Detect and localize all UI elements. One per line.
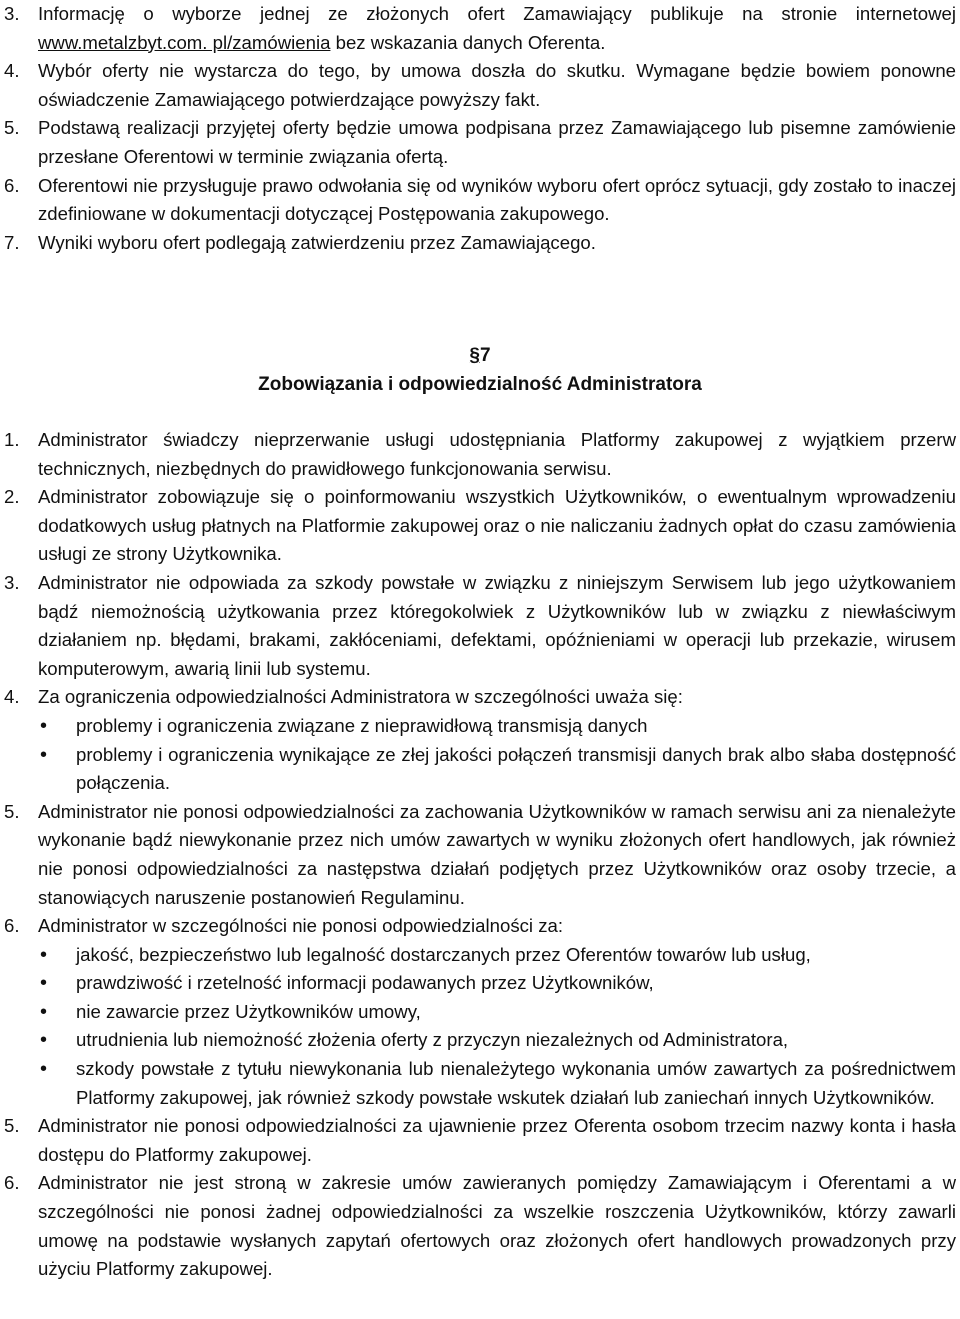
list-item <box>0 229 960 258</box>
list-item <box>0 798 960 912</box>
section-heading <box>0 342 960 399</box>
bullet-item: • prawdziwość i rzetelność informacji podawanych przez Użytkowników, <box>38 969 956 998</box>
item-text: Oferentowi nie przysługuje prawo odwołania się od wyników wyboru ofert oprócz sytuacji, gdy zostało to inaczej zdefiniowane w dokumentacji dotyczącej Postępowania zakupowego. <box>38 174 956 225</box>
section-number: §7 <box>469 345 491 366</box>
list-item <box>0 1169 960 1283</box>
item-text: Administrator nie ponosi odpowiedzialności za ujawnienie przez Oferenta osobom trzecim nazwy konta i hasła dostępu do Platformy zakupowej. <box>38 1115 956 1165</box>
list-item <box>0 483 960 569</box>
list-item <box>0 569 960 683</box>
website-link[interactable]: www.metalzbyt.com. pl/zamówienia <box>38 31 331 53</box>
bullet-item: • jakość, bezpieczeństwo lub legalność dostarczanych przez Oferentów towarów lub usług, <box>38 941 956 970</box>
item-text: Wybór oferty nie wystarcza do tego, by umowa doszła do skutku. Wymagane będzie bowiem ponowne oświadczenie Zamawiającego potwierdzające powyższy fakt. <box>38 60 956 110</box>
list-item <box>0 1112 960 1169</box>
previous-section-items <box>0 0 960 257</box>
bullet-item: • szkody powstałe z tytułu niewykonania lub nienależytego wykonania umów zawartych za pośrednictwem Platformy zakupowej, jak również szkody powstałe wskutek działań lub zaniechań innych Użytkowników. <box>38 1055 956 1112</box>
item-number: 6. <box>4 1172 20 1194</box>
list-item <box>0 912 960 1112</box>
paragraph-symbol: § <box>469 345 480 366</box>
item-number: 5. <box>4 1115 20 1137</box>
item-number: 5. <box>4 800 20 822</box>
bullet-item: • problemy i ograniczenia związane z nieprawidłową transmisją danych <box>38 712 956 741</box>
item-text: Wyniki wyboru ofert podlegają zatwierdzeniu przez Zamawiającego. <box>38 231 596 253</box>
item-number: 6. <box>4 915 20 937</box>
list-item <box>0 172 960 229</box>
item-number: 3. <box>4 3 20 24</box>
list-item <box>0 426 960 483</box>
list-item <box>0 0 960 57</box>
item-number: 4. <box>4 686 20 708</box>
item-number: 7. <box>4 231 20 253</box>
list-item <box>0 57 960 114</box>
list-item <box>0 683 960 797</box>
bullet-item: • nie zawarcie przez Użytkowników umowy, <box>38 998 956 1027</box>
section-items <box>0 426 960 1284</box>
item-text: Administrator świadczy nieprzerwanie usługi udostępniania Platformy zakupowej z wyjątkiem przerw technicznych, niezbędnych do prawidłowego funkcjonowania serwisu. <box>38 429 956 479</box>
item-text: Administrator nie odpowiada za szkody powstałe w związku z niniejszym Serwisem lub jego użytkowaniem bądź niemożnością użytkowania przez któregokolwiek z Użytkowników lub w związku z niewłaściwym działaniem np. błędami, brakami, zakłóceniami, defektami, opóźnieniami w operacji lub przekazie, wirusem komputerowym, awarią linii lub systemu. <box>38 571 956 679</box>
item-number: 1. <box>4 429 20 450</box>
item-number: 2. <box>4 486 20 508</box>
item-number: 6. <box>4 174 20 196</box>
item-text: Administrator nie ponosi odpowiedzialności za zachowania Użytkowników w ramach serwisu ani za nienależyte wykonanie bądź niewykonanie przez nich umów zawartych w wyniku złożonych ofert handlowych, jak również nie ponosi odpowiedzialności za następstwa działań podjętych przez Użytkowników oraz osoby trzecie, a stanowiących naruszenie postanowień Regulaminu. <box>38 800 956 908</box>
item-text: Administrator w szczególności nie ponosi odpowiedzialności za: <box>38 915 564 937</box>
item-number: 4. <box>4 60 20 82</box>
item-text: Administrator zobowiązuje się o poinformowaniu wszystkich Użytkowników, o ewentualnym wprowadzeniu dodatkowych usług płatnych na Platformie zakupowej oraz o nie naliczaniu żadnych opłat do czasu zamówienia usługi ze strony Użytkownika. <box>38 486 956 565</box>
item-number: 5. <box>4 117 20 139</box>
item-number: 3. <box>4 571 20 593</box>
item-text: Podstawą realizacji przyjętej oferty będzie umowa podpisana przez Zamawiającego lub pisemne zamówienie przesłane Oferentowi w terminie związania ofertą. <box>38 117 956 167</box>
section-items-list <box>0 426 960 1284</box>
bullet-item: • utrudnienia lub niemożność złożenia oferty z przyczyn niezależnych od Administratora, <box>38 1026 956 1055</box>
item-text: Za ograniczenia odpowiedzialności Administratora w szczególności uważa się: <box>38 686 683 708</box>
previous-items-list <box>0 0 960 257</box>
item-text: bez wskazania danych Oferenta. <box>330 31 606 53</box>
item-text: Administrator nie jest stroną w zakresie umów zawieranych pomiędzy Zamawiającym i Oferentami a w szczególności nie ponosi żadnej odpowiedzialności za wszelkie roszczenia Użytkowników, którzy zawarli umowę na podstawie wysłanych zapytań ofertowych oraz złożonych ofert handlowych prowadzonych przy użyciu Platformy zakupowej. <box>38 1172 956 1280</box>
bullet-list <box>38 941 956 1113</box>
bullet-list <box>38 712 956 798</box>
item-text: Informację o wyborze jednej ze złożonych ofert Zamawiający publikuje na stronie internetowej <box>38 3 956 24</box>
bullet-item: • problemy i ograniczenia wynikające ze złej jakości połączeń transmisji danych brak albo słaba dostępność połączenia. <box>38 741 956 798</box>
list-item <box>0 114 960 171</box>
section-title: Zobowiązania i odpowiedzialność Administratora <box>258 374 702 395</box>
